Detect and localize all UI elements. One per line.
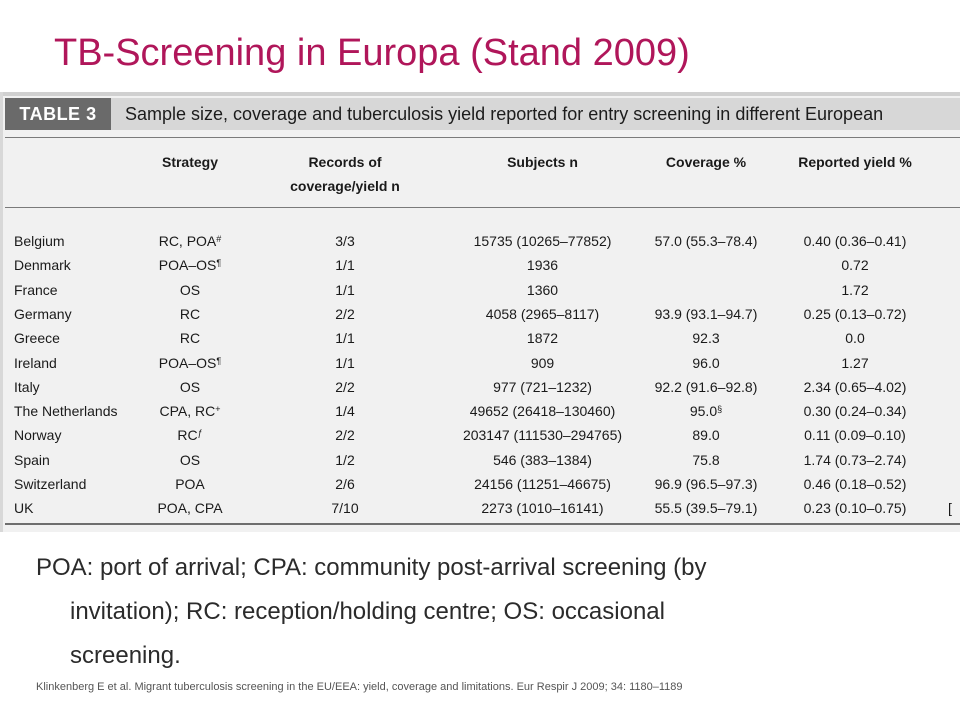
cell-records <box>285 229 405 253</box>
cell-country-text: Norway <box>14 427 62 444</box>
cell-country-text: Italy <box>14 378 40 395</box>
cell-country-text: UK <box>14 500 34 517</box>
header-records-line1: Records of <box>308 154 382 170</box>
cell-subjects <box>435 302 650 326</box>
cell-country-text: Ireland <box>14 354 57 371</box>
cell-subjects <box>435 351 650 375</box>
cell-cropped-edge-text: [ <box>948 500 952 517</box>
cell-country <box>14 229 65 253</box>
cell-subjects-text: 203147 (111530–294765) <box>462 427 623 444</box>
cell-strategy-text: POA, CPA <box>157 500 223 517</box>
cell-cropped-edge <box>948 496 952 520</box>
cell-strategy-text: POA–OS <box>158 354 217 371</box>
cell-strategy-footnote-mark: + <box>215 404 221 415</box>
cell-records-text: 3/3 <box>335 233 355 249</box>
cell-yield <box>780 496 930 520</box>
cell-country <box>14 496 33 520</box>
cell-country <box>14 278 58 302</box>
cell-subjects-text: 2273 (1010–16141) <box>481 500 604 517</box>
cell-records-text: 1/1 <box>335 257 355 274</box>
cell-subjects <box>435 375 650 399</box>
cell-strategy-text: OS <box>179 378 201 395</box>
cell-coverage <box>650 472 762 496</box>
cell-country <box>14 351 57 375</box>
cell-yield-text: 1.72 <box>841 281 869 298</box>
footnote-line-3: screening. <box>70 642 181 669</box>
table-row <box>0 302 960 326</box>
cell-coverage <box>650 448 762 472</box>
cell-strategy-footnote-mark: ƒ <box>197 428 203 439</box>
table-row <box>0 253 960 277</box>
cell-strategy <box>130 496 250 520</box>
cell-yield-text: 0.0 <box>845 330 865 347</box>
cell-subjects <box>435 326 650 350</box>
cell-yield <box>780 448 930 472</box>
cell-yield-text: 0.46 (0.18–0.52) <box>803 476 907 492</box>
cell-coverage <box>650 399 762 423</box>
cell-yield <box>780 229 930 253</box>
cell-country <box>14 253 71 277</box>
cell-records <box>285 278 405 302</box>
table-row <box>0 448 960 472</box>
cell-strategy-text: OS <box>179 451 201 468</box>
cell-coverage-text: 93.9 (93.1–94.7) <box>654 305 758 322</box>
cell-subjects <box>435 496 650 520</box>
cell-strategy-text: POA–OS <box>158 257 217 274</box>
cell-subjects-text: 24156 (11251–46675) <box>474 476 611 492</box>
cell-subjects <box>435 253 650 277</box>
cell-records <box>285 472 405 496</box>
cell-records <box>285 399 405 423</box>
cell-records <box>285 496 405 520</box>
cell-country <box>14 302 72 326</box>
cell-subjects-text: 909 <box>530 354 555 371</box>
cell-country <box>14 326 60 350</box>
cell-yield <box>780 326 930 350</box>
cell-strategy-footnote-mark: # <box>216 234 222 244</box>
cell-yield <box>780 423 930 447</box>
cell-records-text: 2/2 <box>335 378 355 395</box>
table-row <box>0 496 960 520</box>
cell-records-text: 1/1 <box>335 330 355 347</box>
cell-records <box>285 375 405 399</box>
cell-subjects <box>435 278 650 302</box>
table-row <box>0 326 960 350</box>
cell-strategy-text: RC <box>179 305 201 322</box>
header-bottom-rule <box>5 207 960 208</box>
cell-subjects-text: 1936 <box>526 257 559 274</box>
cell-strategy <box>130 351 250 375</box>
table-figure <box>0 92 960 532</box>
cell-records <box>285 253 405 277</box>
source-citation: Klinkenberg E et al. Migrant tuberculosis screening in the EU/EEA: yield, coverage and limitations. Eur Respir J 2009; 34: 1180–1189 <box>36 681 683 693</box>
header-coverage: Coverage % <box>665 154 747 170</box>
cell-coverage <box>650 302 762 326</box>
cell-yield-text: 0.23 (0.10–0.75) <box>803 500 907 517</box>
table-row <box>0 423 960 447</box>
cell-coverage-text: 92.3 <box>692 330 720 347</box>
cell-strategy-text: RC <box>177 427 198 444</box>
cell-coverage-footnote-mark: § <box>717 404 723 415</box>
cell-country-text: Denmark <box>14 257 71 274</box>
cell-yield <box>780 472 930 496</box>
footnote-line-2: invitation); RC: reception/holding centre; OS: occasional <box>70 598 665 625</box>
cell-records-text: 1/1 <box>335 354 355 371</box>
cell-yield-text: 1.27 <box>841 354 869 371</box>
cell-strategy-footnote-mark: ¶ <box>216 355 222 366</box>
cell-strategy <box>130 375 250 399</box>
cell-country <box>14 423 61 447</box>
table-row <box>0 229 960 253</box>
cell-strategy-text: OS <box>179 281 201 298</box>
cell-country <box>14 448 50 472</box>
cell-coverage-text: 92.2 (91.6–92.8) <box>654 378 758 395</box>
footnote-line-1: POA: port of arrival; CPA: community post-arrival screening (by <box>36 554 707 581</box>
cell-coverage <box>650 229 762 253</box>
cell-yield <box>780 399 930 423</box>
cell-country <box>14 399 118 423</box>
cell-strategy-footnote-mark: ¶ <box>216 258 222 269</box>
cell-strategy <box>130 399 250 423</box>
cell-coverage-text: 57.0 (55.3–78.4) <box>654 233 758 249</box>
table-row <box>0 472 960 496</box>
cell-strategy <box>130 423 250 447</box>
cell-records-text: 1/2 <box>335 451 355 468</box>
cell-records <box>285 351 405 375</box>
table-bottom-rule <box>5 523 960 525</box>
table-label: TABLE 3 <box>5 98 111 130</box>
header-records-line2: coverage/yield n <box>290 178 400 194</box>
cell-yield-text: 2.34 (0.65–4.02) <box>803 378 907 395</box>
cell-yield-text: 0.72 <box>841 257 869 274</box>
cell-subjects <box>435 472 650 496</box>
cell-strategy <box>130 448 250 472</box>
cell-country-text: The Netherlands <box>14 403 118 420</box>
cell-records-text: 2/2 <box>335 305 355 322</box>
cell-records-text: 2/2 <box>335 427 355 444</box>
cell-country-text: France <box>14 281 58 298</box>
cell-yield-text: 0.40 (0.36–0.41) <box>803 233 907 249</box>
cell-yield <box>780 375 930 399</box>
cell-records <box>285 326 405 350</box>
table-row <box>0 399 960 423</box>
cell-subjects <box>435 423 650 447</box>
cell-subjects-text: 1360 <box>526 281 559 298</box>
cell-yield <box>780 253 930 277</box>
cell-country-text: Germany <box>14 305 72 322</box>
cell-coverage <box>650 326 762 350</box>
cell-yield-text: 0.30 (0.24–0.34) <box>803 403 907 420</box>
cell-strategy-text: RC <box>179 330 201 347</box>
cell-country <box>14 472 86 496</box>
cell-subjects-text: 1872 <box>526 330 559 347</box>
cell-yield <box>780 278 930 302</box>
cell-subjects-text: 49652 (26418–130460) <box>469 403 616 420</box>
cell-records-text: 7/10 <box>331 500 359 517</box>
cell-country-text: Belgium <box>14 233 65 249</box>
table-row <box>0 351 960 375</box>
header-strategy: Strategy <box>161 154 219 170</box>
cell-country <box>14 375 40 399</box>
cell-records-text: 2/6 <box>335 476 355 492</box>
table-caption: Sample size, coverage and tuberculosis yield reported for entry screening in different European <box>111 98 960 130</box>
cell-country-text: Spain <box>14 451 50 468</box>
cell-coverage-text: 96.0 <box>692 354 720 371</box>
table-row <box>0 375 960 399</box>
cell-strategy <box>130 472 250 496</box>
cell-yield-text: 1.74 (0.73–2.74) <box>803 451 907 468</box>
cell-coverage <box>650 423 762 447</box>
cell-subjects <box>435 399 650 423</box>
cell-coverage-text: 55.5 (39.5–79.1) <box>654 500 758 517</box>
cell-subjects <box>435 448 650 472</box>
cell-yield <box>780 351 930 375</box>
cell-coverage-text: 95.0 <box>689 403 718 420</box>
cell-records-text: 1/1 <box>335 281 355 298</box>
cell-records <box>285 302 405 326</box>
cell-coverage-text: 96.9 (96.5–97.3) <box>654 476 758 492</box>
cell-subjects-text: 15735 (10265–77852) <box>473 233 612 249</box>
cell-records <box>285 448 405 472</box>
table-top-border <box>0 92 960 96</box>
cell-strategy <box>130 229 250 253</box>
cell-subjects <box>435 229 650 253</box>
cell-subjects-text: 546 (383–1384) <box>493 451 592 468</box>
cell-coverage <box>650 375 762 399</box>
table-row <box>0 278 960 302</box>
cell-subjects-text: 4058 (2965–8117) <box>485 305 600 322</box>
cell-strategy <box>130 302 250 326</box>
cell-strategy <box>130 326 250 350</box>
header-subjects: Subjects n <box>507 154 578 170</box>
cell-records <box>285 423 405 447</box>
slide-title: TB-Screening in Europa (Stand 2009) <box>54 32 690 74</box>
cell-strategy-text: RC, POA <box>158 233 217 249</box>
cell-coverage <box>650 351 762 375</box>
header-top-rule <box>5 137 960 138</box>
cell-country-text: Greece <box>14 330 60 347</box>
header-yield: Reported yield % <box>798 154 912 170</box>
cell-coverage <box>650 496 762 520</box>
cell-yield-text: 0.11 (0.09–0.10) <box>804 427 906 444</box>
cell-subjects-text: 977 (721–1232) <box>493 378 592 395</box>
cell-strategy <box>130 278 250 302</box>
cell-strategy-text: POA <box>175 476 205 492</box>
cell-coverage-text: 75.8 <box>692 451 720 468</box>
cell-country-text: Switzerland <box>14 476 87 492</box>
abbreviation-footnote <box>36 546 916 678</box>
cell-yield <box>780 302 930 326</box>
cell-strategy <box>130 253 250 277</box>
cell-yield-text: 0.25 (0.13–0.72) <box>803 305 907 322</box>
cell-strategy-text: CPA, RC <box>159 403 216 420</box>
cell-records-text: 1/4 <box>335 403 355 420</box>
cell-coverage-text: 89.0 <box>692 427 720 444</box>
